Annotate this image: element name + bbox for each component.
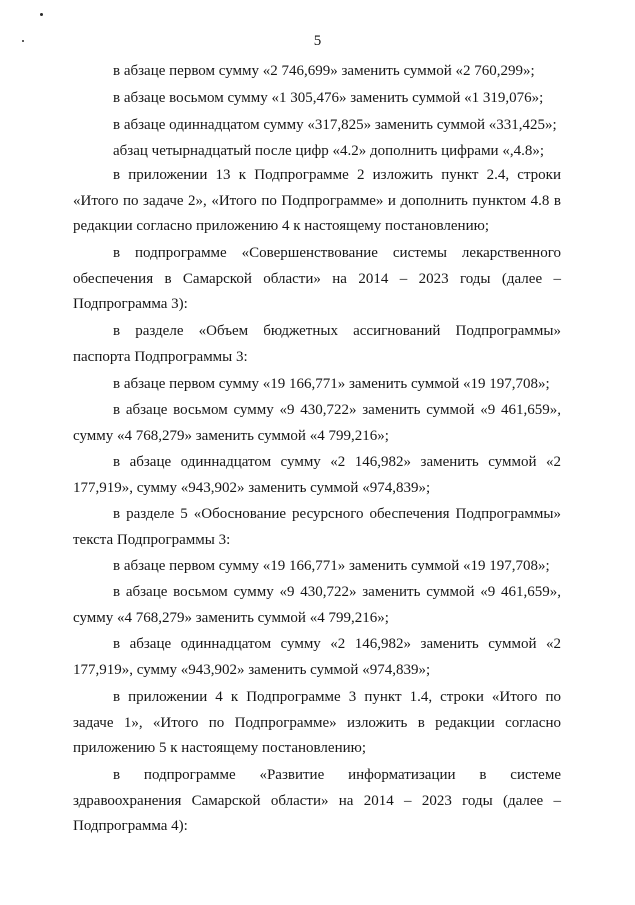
paragraph: в приложении 4 к Подпрограмме 3 пункт 1.4, строки «Итого по задаче 1», «Итого по Подпрограмме» изложить в редакции согласно приложению 5 к настоящему постановлению; [73, 689, 561, 756]
paragraph: в разделе 5 «Обоснование ресурсного обеспечения Подпрограммы» текста Подпрограммы 3: [73, 506, 561, 548]
paragraph: в абзаце одиннадцатом сумму «317,825» заменить суммой «331,425»; [113, 117, 557, 133]
paragraph: абзац четырнадцатый после цифр «4.2» дополнить цифрами «,4.8»; [113, 143, 545, 159]
scan-speck [40, 13, 43, 16]
page-number: 5 [313, 33, 322, 49]
paragraph: в абзаце первом сумму «2 746,699» заменить суммой «2 760,299»; [113, 63, 535, 79]
paragraph: в абзаце первом сумму «19 166,771» заменить суммой «19 197,708»; [113, 376, 550, 392]
paragraph: в абзаце восьмом сумму «9 430,722» заменить суммой «9 461,659», сумму «4 768,279» заменить суммой «4 799,216»; [73, 402, 561, 444]
paragraph: в разделе «Объем бюджетных ассигнований Подпрограммы» паспорта Подпрограммы 3: [73, 323, 561, 365]
paragraph: в подпрограмме «Совершенствование системы лекарственного обеспечения в Самарской области» на 2014 – 2023 годы (далее – Подпрограмма 3): [73, 245, 561, 312]
paragraph: в подпрограмме «Развитие информатизации в системе здравоохранения Самарской области» на 2014 – 2023 годы (далее – Подпрограмма 4): [73, 767, 561, 834]
paragraph: в абзаце восьмом сумму «9 430,722» заменить суммой «9 461,659», сумму «4 768,279» заменить суммой «4 799,216»; [73, 584, 561, 626]
paragraph: в абзаце восьмом сумму «1 305,476» заменить суммой «1 319,076»; [113, 90, 544, 106]
paragraph: в абзаце одиннадцатом сумму «2 146,982» заменить суммой «2 177,919», сумму «943,902» заменить суммой «974,839»; [73, 454, 561, 496]
paragraph: в абзаце первом сумму «19 166,771» заменить суммой «19 197,708»; [113, 558, 550, 574]
paragraph: в абзаце одиннадцатом сумму «2 146,982» заменить суммой «2 177,919», сумму «943,902» заменить суммой «974,839»; [73, 636, 561, 678]
paragraph: в приложении 13 к Подпрограмме 2 изложить пункт 2.4, строки «Итого по задаче 2», «Итого по Подпрограмме» и дополнить пунктом 4.8 в редакции согласно приложению 4 к настоящему постановлению; [73, 167, 561, 234]
